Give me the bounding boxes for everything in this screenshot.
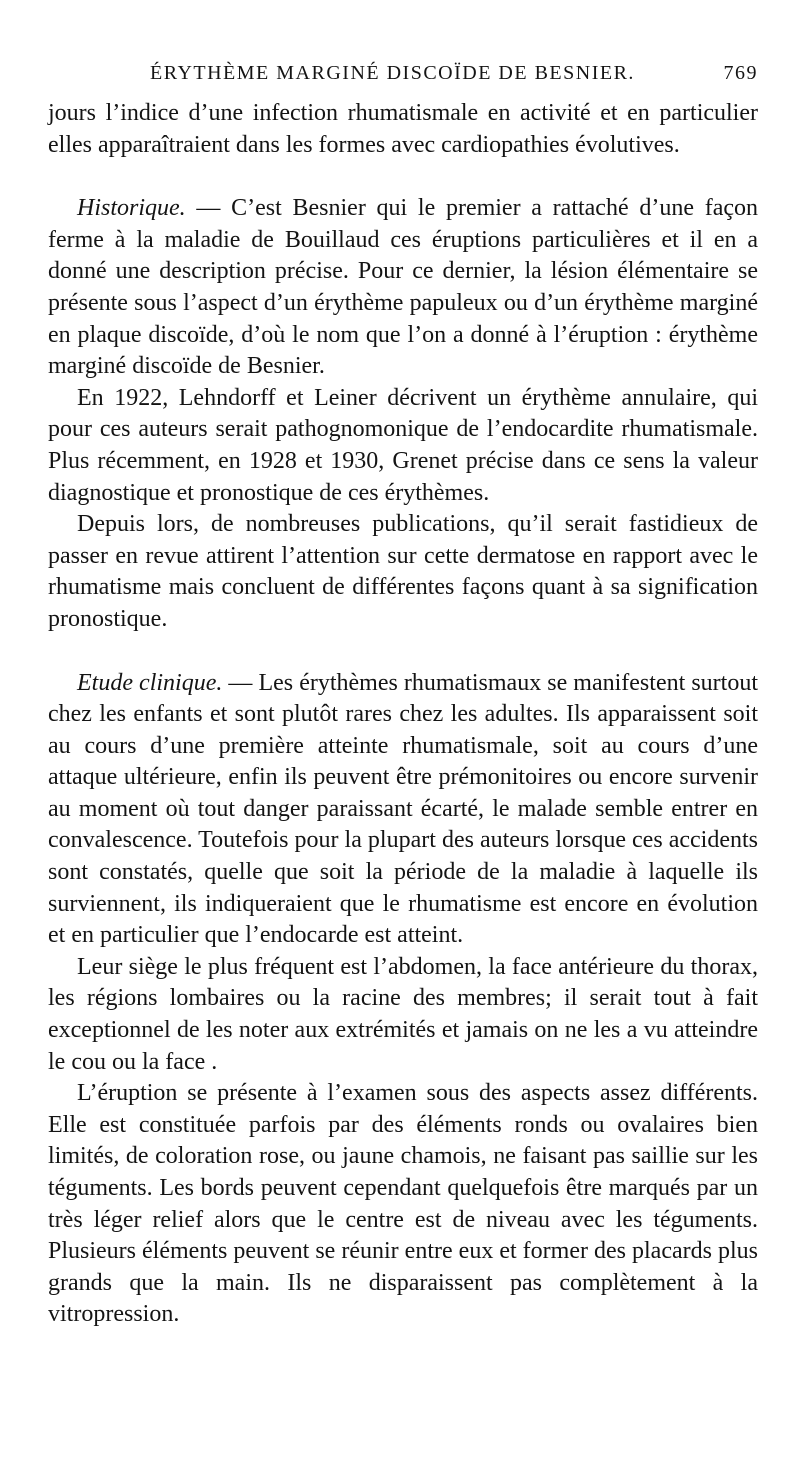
book-page	[48, 58, 758, 1331]
paragraph-siege	[48, 952, 758, 1078]
paragraph-eruption	[48, 1078, 758, 1331]
paragraph-historique	[48, 193, 758, 383]
paragraph-text: — Les érythèmes rhumatismaux se manifestent surtout chez les enfants et sont plutôt rares chez les adultes. Ils apparaissent soit au cours d’une première atteinte rhumatismale, soit au cours d’une attaque ultérieure, enfin ils peuvent être prémonitoires ou encore survenir au moment où tout danger paraissant écarté, le malade semble entrer en convalescence. Toutefois pour la plupart des auteurs lorsque ces accidents sont constatés, quelle que soit la période de la maladie à laquelle ils surviennent, ils indiqueraient que le rhumatisme est encore en évolution et en particulier que l’endocarde est atteint.	[48, 669, 758, 949]
paragraph-text: jours l’indice d’une infection rhumatismale en activité et en particulier elles apparaîtraient dans les formes avec cardiopathies évolutives.	[48, 100, 758, 158]
running-head	[48, 58, 758, 98]
paragraph-etude-clinique	[48, 668, 758, 952]
running-title: ÉRYTHÈME MARGINÉ DISCOÏDE DE BESNIER.	[150, 62, 635, 84]
paragraph-lehndorff	[48, 383, 758, 509]
paragraph-continuation	[48, 98, 758, 161]
section-title-etude-clinique: Etude clinique.	[77, 669, 223, 696]
paragraph-publications	[48, 509, 758, 635]
paragraph-text: L’éruption se présente à l’examen sous des aspects assez différents. Elle est constituée parfois par des éléments ronds ou ovalaires bien limités, de coloration rose, ou jaune chamois, ne faisant pas saillie sur les téguments. Les bords peuvent cependant quelquefois être marqués par un très léger relief alors que le centre est de niveau avec les téguments. Plusieurs éléments peuvent se réunir entre eux et former des placards plus grands que la main. Ils ne disparaissent pas complètement à la vitropression.	[48, 1080, 758, 1328]
page-number: 769	[723, 62, 758, 84]
section-title-historique: Historique.	[77, 195, 186, 222]
paragraph-text: Depuis lors, de nombreuses publications, qu’il serait fastidieux de passer en revue attirent l’attention sur cette dermatose en rapport avec le rhumatisme mais concluent de différentes façons quant à sa signification pronostique.	[48, 511, 758, 632]
paragraph-text: — C’est Besnier qui le premier a rattaché d’une façon ferme à la maladie de Bouillaud ces éruptions particulières et il en a donné une description précise. Pour ce dernier, la lésion élémentaire se présente sous l’aspect d’un érythème papuleux ou d’un érythème marginé en plaque discoïde, d’où le nom que l’on a donné à l’éruption : érythème marginé discoïde de Besnier.	[48, 195, 758, 380]
paragraph-text: Leur siège le plus fréquent est l’abdomen, la face antérieure du thorax, les régions lombaires ou la racine des membres; il serait tout à fait exceptionnel de les noter aux extrémités et jamais on ne les a vu atteindre le cou ou la face .	[48, 953, 758, 1075]
paragraph-text: En 1922, Lehndorff et Leiner décrivent un érythème annulaire, qui pour ces auteurs serait pathognomonique de l’endocardite rhumatismale. Plus récemment, en 1928 et 1930, Grenet précise dans ce sens la valeur diagnostique et pronostique de ces érythèmes.	[48, 384, 758, 506]
